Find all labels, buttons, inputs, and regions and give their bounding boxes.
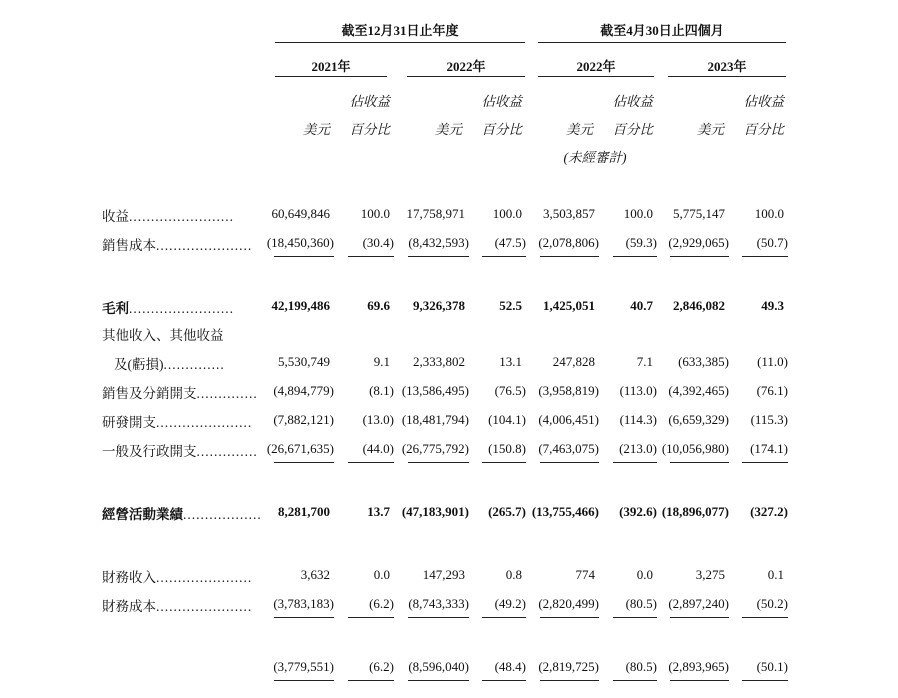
- cell: (13,755,466): [531, 504, 599, 519]
- cell: (13.0): [362, 412, 394, 427]
- cell: (47.5): [494, 235, 526, 250]
- subtotal-rule: [274, 256, 334, 257]
- usd-header: 美元: [435, 122, 462, 137]
- cell: 100.0: [492, 206, 522, 221]
- cell: 5,775,147: [673, 206, 725, 221]
- cell: (113.0): [619, 383, 657, 398]
- usd-header: 美元: [697, 122, 724, 137]
- year-rule-2023-period: [668, 76, 786, 77]
- cell: 147,293: [422, 567, 465, 582]
- cell: (115.3): [750, 412, 788, 427]
- cell: (18,450,360): [266, 235, 334, 250]
- cell: 0.1: [767, 567, 784, 582]
- pct-header-line2: 百分比: [349, 122, 390, 137]
- cell: (150.8): [488, 441, 526, 456]
- pct-header-line1: 佔收益: [349, 94, 390, 109]
- cell: (7,882,121): [273, 412, 334, 427]
- row-label-admin-expenses: 一般及行政開支..............: [102, 444, 258, 459]
- cell: (2,929,065): [668, 235, 729, 250]
- cell: 69.6: [367, 298, 390, 313]
- cell: 52.5: [499, 298, 522, 313]
- cell: 100.0: [623, 206, 653, 221]
- cell: (104.1): [488, 412, 526, 427]
- year-rule-2022: [407, 76, 525, 77]
- subtotal-rule: [742, 462, 788, 463]
- cell: 13.7: [367, 504, 390, 519]
- cell: (50.7): [756, 235, 788, 250]
- row-label-rd-expenses: 研發開支......................: [102, 415, 253, 430]
- cell: 13.1: [499, 354, 522, 369]
- cell: (80.5): [625, 659, 657, 674]
- row-label-selling-expenses: 銷售及分銷開支..............: [102, 386, 258, 401]
- cell: (7,463,075): [538, 441, 599, 456]
- group-title-full-year-rule: [275, 42, 525, 43]
- row-label-operating-results: 經營活動業績..................: [102, 507, 262, 522]
- group-title-four-months-rule: [538, 42, 786, 43]
- cell: (6.2): [369, 596, 394, 611]
- subtotal-rule: [613, 462, 657, 463]
- unaudited-label: (未經審計): [563, 150, 627, 165]
- cell: 1,425,051: [543, 298, 595, 313]
- cell: (18,896,077): [661, 504, 729, 519]
- cell: (18,481,794): [401, 412, 469, 427]
- subtotal-rule: [482, 617, 526, 618]
- cell: 0.0: [373, 567, 390, 582]
- cell: 2,333,802: [413, 354, 465, 369]
- cell: (213.0): [619, 441, 657, 456]
- cell: 60,649,846: [271, 206, 330, 221]
- subtotal-rule: [274, 680, 334, 681]
- cell: 42,199,486: [271, 298, 330, 313]
- cell: (44.0): [362, 441, 394, 456]
- cell: (76.1): [756, 383, 788, 398]
- cell: 0.0: [636, 567, 653, 582]
- row-label-finance-income: 財務收入......................: [102, 570, 253, 585]
- cell: (11.0): [757, 354, 788, 369]
- row-label-other-income: 及(虧損)..............: [114, 357, 225, 372]
- subtotal-rule: [742, 256, 788, 257]
- cell: 100.0: [360, 206, 390, 221]
- subtotal-rule: [670, 256, 729, 257]
- subtotal-rule: [670, 617, 729, 618]
- subtotal-rule: [742, 680, 788, 681]
- cell: (6,659,329): [668, 412, 729, 427]
- pct-header-line1: 佔收益: [743, 94, 784, 109]
- cell: (327.2): [750, 504, 788, 519]
- cell: (8,743,333): [408, 596, 469, 611]
- cell: (4,006,451): [538, 412, 599, 427]
- cell: (8,432,593): [408, 235, 469, 250]
- subtotal-rule: [348, 680, 394, 681]
- subtotal-rule: [408, 462, 469, 463]
- cell: 7.1: [636, 354, 653, 369]
- year-rule-2022-period: [538, 76, 654, 77]
- subtotal-rule: [540, 617, 599, 618]
- row-label-cost-of-sales: 銷售成本......................: [102, 238, 253, 253]
- cell: (2,820,499): [538, 596, 599, 611]
- subtotal-rule: [670, 462, 729, 463]
- cell: 8,281,700: [278, 504, 330, 519]
- cell: 40.7: [630, 298, 653, 313]
- cell: (4,894,779): [273, 383, 334, 398]
- subtotal-rule: [540, 256, 599, 257]
- cell: (6.2): [369, 659, 394, 674]
- cell: (26,775,792): [401, 441, 469, 456]
- cell: (47,183,901): [401, 504, 469, 519]
- year-header-2021: 2021年: [311, 59, 351, 74]
- cell: 49.3: [761, 298, 784, 313]
- row-label-finance-costs: 財務成本......................: [102, 599, 253, 614]
- group-title-four-months: 截至4月30日止四個月: [600, 23, 724, 38]
- cell: (49.2): [494, 596, 526, 611]
- cell: 9.1: [373, 354, 390, 369]
- cell: 0.8: [505, 567, 522, 582]
- usd-header: 美元: [566, 122, 593, 137]
- cell: 3,503,857: [543, 206, 595, 221]
- cell: 5,530,749: [278, 354, 330, 369]
- subtotal-rule: [408, 680, 469, 681]
- cell: (48.4): [494, 659, 526, 674]
- subtotal-rule: [613, 256, 657, 257]
- pct-header-line1: 佔收益: [612, 94, 653, 109]
- cell: (392.6): [619, 504, 657, 519]
- cell: 100.0: [754, 206, 784, 221]
- cell: 3,632: [300, 567, 330, 582]
- year-header-2023-period: 2023年: [707, 59, 747, 74]
- subtotal-rule: [613, 680, 657, 681]
- year-header-2022-period: 2022年: [576, 59, 616, 74]
- subtotal-rule: [482, 462, 526, 463]
- cell: 9,326,378: [413, 298, 465, 313]
- subtotal-rule: [613, 617, 657, 618]
- cell: 17,758,971: [406, 206, 465, 221]
- pct-header-line1: 佔收益: [481, 94, 522, 109]
- year-header-2022: 2022年: [446, 59, 486, 74]
- cell: 247,828: [552, 354, 595, 369]
- cell: (76.5): [494, 383, 526, 398]
- subtotal-rule: [540, 680, 599, 681]
- cell: (50.1): [756, 659, 788, 674]
- cell: (633,385): [678, 354, 729, 369]
- cell: (8.1): [369, 383, 394, 398]
- pct-header-line2: 百分比: [743, 122, 784, 137]
- cell: (2,897,240): [668, 596, 729, 611]
- subtotal-rule: [348, 617, 394, 618]
- pct-header-line2: 百分比: [481, 122, 522, 137]
- row-label-revenue: 收益........................: [102, 209, 234, 224]
- cell: (2,078,806): [538, 235, 599, 250]
- cell: (30.4): [362, 235, 394, 250]
- subtotal-rule: [482, 256, 526, 257]
- subtotal-rule: [274, 617, 334, 618]
- row-label-other-income-line1: 其他收入、其他收益: [102, 328, 224, 343]
- cell: (4,392,465): [668, 383, 729, 398]
- subtotal-rule: [348, 462, 394, 463]
- cell: (2,819,725): [538, 659, 599, 674]
- subtotal-rule: [408, 617, 469, 618]
- pct-header-line2: 百分比: [612, 122, 653, 137]
- group-title-full-year: 截至12月31日止年度: [341, 23, 459, 38]
- cell: (10,056,980): [661, 441, 729, 456]
- cell: 774: [575, 567, 595, 582]
- cell: (59.3): [625, 235, 657, 250]
- cell: (174.1): [750, 441, 788, 456]
- cell: (80.5): [625, 596, 657, 611]
- usd-header: 美元: [303, 122, 330, 137]
- cell: 3,275: [695, 567, 725, 582]
- cell: (26,671,635): [266, 441, 334, 456]
- cell: (13,586,495): [401, 383, 469, 398]
- cell: (8,596,040): [408, 659, 469, 674]
- cell: (3,779,551): [273, 659, 334, 674]
- cell: (265.7): [488, 504, 526, 519]
- subtotal-rule: [540, 462, 599, 463]
- subtotal-rule: [408, 256, 469, 257]
- cell: (3,958,819): [538, 383, 599, 398]
- subtotal-rule: [348, 256, 394, 257]
- cell: 2,846,082: [673, 298, 725, 313]
- subtotal-rule: [742, 617, 788, 618]
- cell: (114.3): [619, 412, 657, 427]
- subtotal-rule: [670, 680, 729, 681]
- cell: (2,893,965): [668, 659, 729, 674]
- row-label-gross-profit: 毛利........................: [102, 301, 234, 316]
- subtotal-rule: [482, 680, 526, 681]
- cell: (50.2): [756, 596, 788, 611]
- subtotal-rule: [274, 462, 334, 463]
- cell: (3,783,183): [273, 596, 334, 611]
- year-rule-2021: [275, 76, 387, 77]
